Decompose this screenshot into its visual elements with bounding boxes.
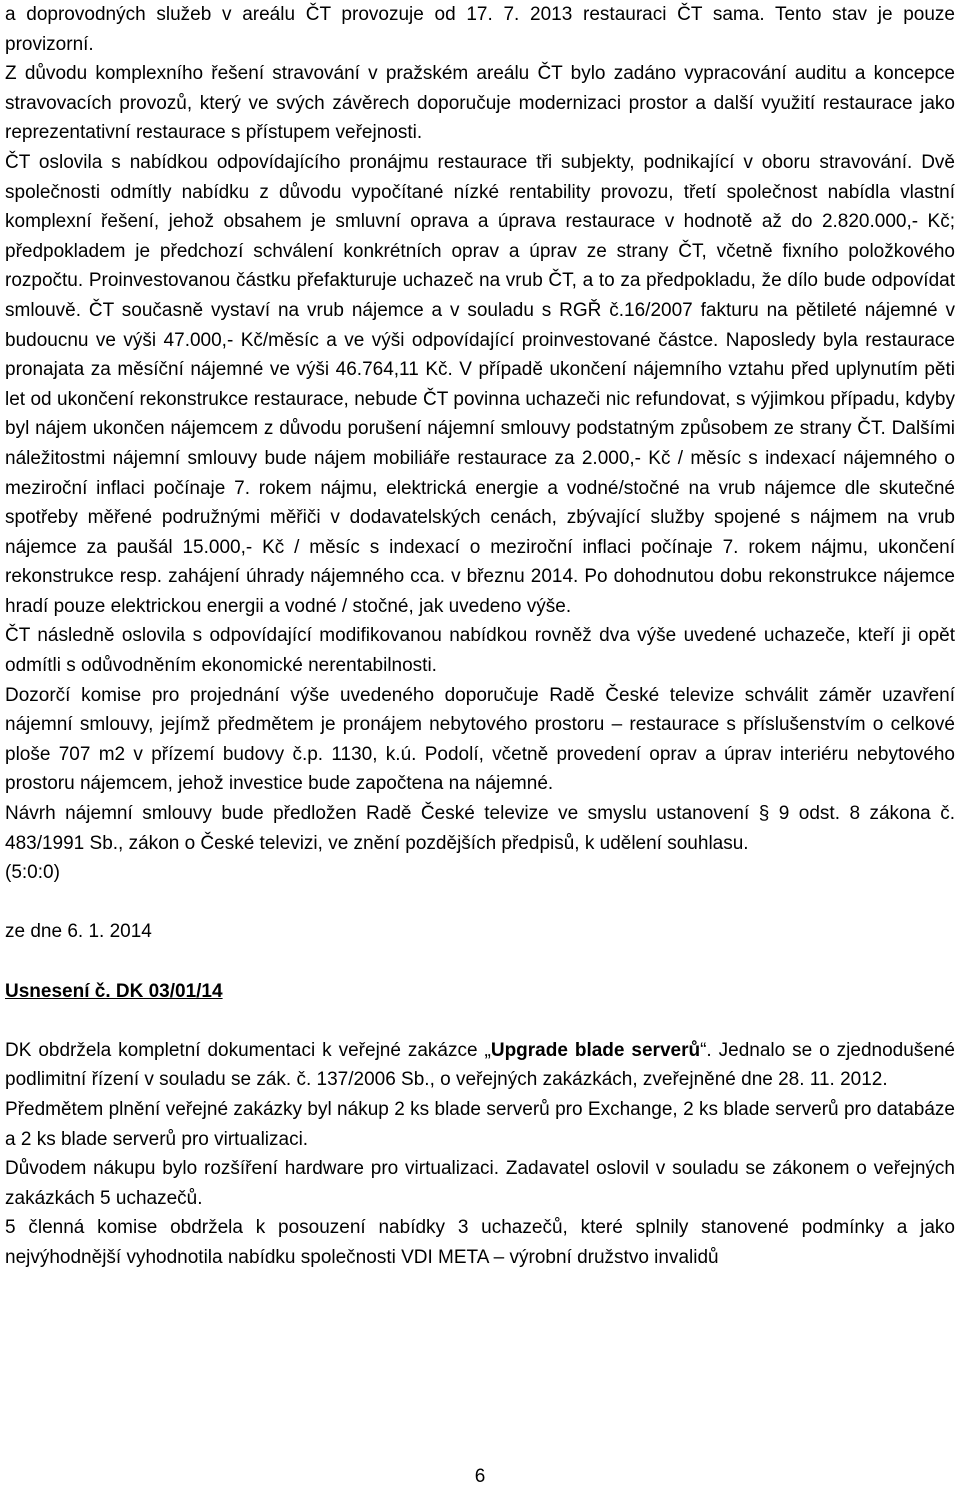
paragraph-lease-offer: ČT oslovila s nabídkou odpovídajícího pronájmu restaurace tři subjekty, podnikající v oboru stravování. Dvě společnosti odmítly nabídku z důvodu vypočítané nízké rentability provozu, třetí společnost nabídla vlastní komplexní řešení, jehož obsahem je smluvní oprava a úprava restaurace v hodnotě až do 2.820.000,- Kč; předpokladem je předchozí schválení konkrétních oprav a úprav ze strany ČT, včetně fixního položkového rozpočtu. Proinvestovanou částku přefakturuje uchazeč na vrub ČT, a to za předpokladu, že dílo bude odpovídat smlouvě. ČT současně vystaví na vrub nájemce a v souladu s RGŘ č.16/2007 fakturu na pětileté nájemné v budoucnu ve výši 47.000,- Kč/měsíc a ve výši odpovídající proinvestované částce. Naposledy byla restaurace pronajata za měsíční nájemné ve výši 46.764,11 Kč. V případě ukončení nájemního vztahu před uplynutím pěti let od ukončení rekonstrukce restaurace, nebude ČT povinna uchazeči nic refundovat, s výjimkou případu, kdyby byl nájem ukončen nájemcem z důvodu porušení nájemní smlouvy podstatným způsobem ze strany ČT. Dalšími náležitostmi nájemní smlouvy bude nájem mobiliáře restaurace za 2.000,- Kč / měsíc s indexací nájemného o meziroční inflaci počínaje 7. rokem nájmu, elektrická energie a vodné/stočné na vrub nájemce dle skutečné spotřeby měřené podružnými měřiči v dodavatelských cenách, zbývající služby spojené s nájmem na vrub nájemce za paušál 15.000,- Kč / měsíc s indexací o meziroční inflaci počínaje 7. rokem nájmu, ukončení rekonstrukce resp. zahájení úhrady nájemného cca. v březnu 2014. Po dohodnutou dobu rekonstrukce nájemce hradí pouze elektrickou energii a vodné / stočné, jak uvedeno výše. (5, 151, 955, 617)
paragraph-commission-recommendation: Dozorčí komise pro projednání výše uvedeného doporučuje Radě České televize schválit záměr uzavření nájemní smlouvy, jejímž předmětem je pronájem nebytového prostoru – restaurace s příslušenstvím o celkové ploše 707 m2 v přízemí budovy č.p. 1130, k.ú. Podolí, včetně provedení oprav a úprav interiéru nebytového prostoru nájemcem, jehož investice bude započtena na nájemné. (5, 684, 955, 795)
resolution-intro-before: DK obdržela kompletní dokumentaci k veřejné zakázce „ (5, 1039, 491, 1061)
paragraph-reason: Důvodem nákupu bylo rozšíření hardware pro virtualizaci. Zadavatel oslovil v souladu se zákonem o veřejných zakázkách 5 uchazečů. (5, 1158, 955, 1209)
resolution-intro-after: “. Jednalo se o zjednodušené podlimitní řízení v souladu se zák. č. 137/2006 Sb., o veřejných zakázkách, zveřejněné dne 28. 11. 2012. (5, 1039, 955, 1091)
vote-result: (5:0:0) (5, 862, 60, 884)
resolution-heading: Usnesení č. DK 03/01/14 (5, 980, 223, 1002)
document-body (5, 0, 955, 1273)
paragraph-audit: Z důvodu komplexního řešení stravování v pražském areálu ČT bylo zadáno vypracování auditu a koncepce stravovacích provozů, který ve svých závěrech doporučuje modernizaci prostor a další využití restaurace jako reprezentativní restaurace s přístupem veřejnosti. (5, 63, 955, 144)
date-line: ze dne 6. 1. 2014 (5, 921, 152, 943)
spacer (5, 947, 955, 977)
paragraph-evaluation: 5 členná komise obdržela k posouzení nabídky 3 uchazečů, které splnily stanovené podmínky a jako nejvýhodnější vyhodnotila nabídku společnosti VDI META – výrobní družstvo invalidů (5, 1217, 955, 1268)
tender-name: Upgrade blade serverů (490, 1039, 701, 1061)
paragraph-subject: Předmětem plnění veřejné zakázky byl nákup 2 ks blade serverů pro Exchange, 2 ks blade serverů pro databáze a 2 ks blade serverů pro virtualizaci. (5, 1098, 955, 1150)
page-number: 6 (474, 1466, 486, 1487)
paragraph-lease-proposal: Návrh nájemní smlouvy bude předložen Radě České televize ve smyslu ustanovení § 9 odst. 8 zákona č. 483/1991 Sb., zákon o České televizi, ve znění pozdějších předpisů, k udělení souhlasu. (5, 803, 955, 854)
spacer (5, 1006, 955, 1036)
paragraph-resolution-intro (5, 1036, 955, 1095)
paragraph-modified-offer: ČT následně oslovila s odpovídající modifikovanou nabídkou rovněž dva výše uvedené uchazeče, kteří ji opět odmítli s odůvodněním ekonomické nerentabilnosti. (5, 625, 955, 677)
paragraph-provisional-operation: a doprovodných služeb v areálu ČT provozuje od 17. 7. 2013 restauraci ČT sama. Tento stav je pouze provizorní. (5, 4, 955, 55)
spacer (5, 888, 955, 918)
